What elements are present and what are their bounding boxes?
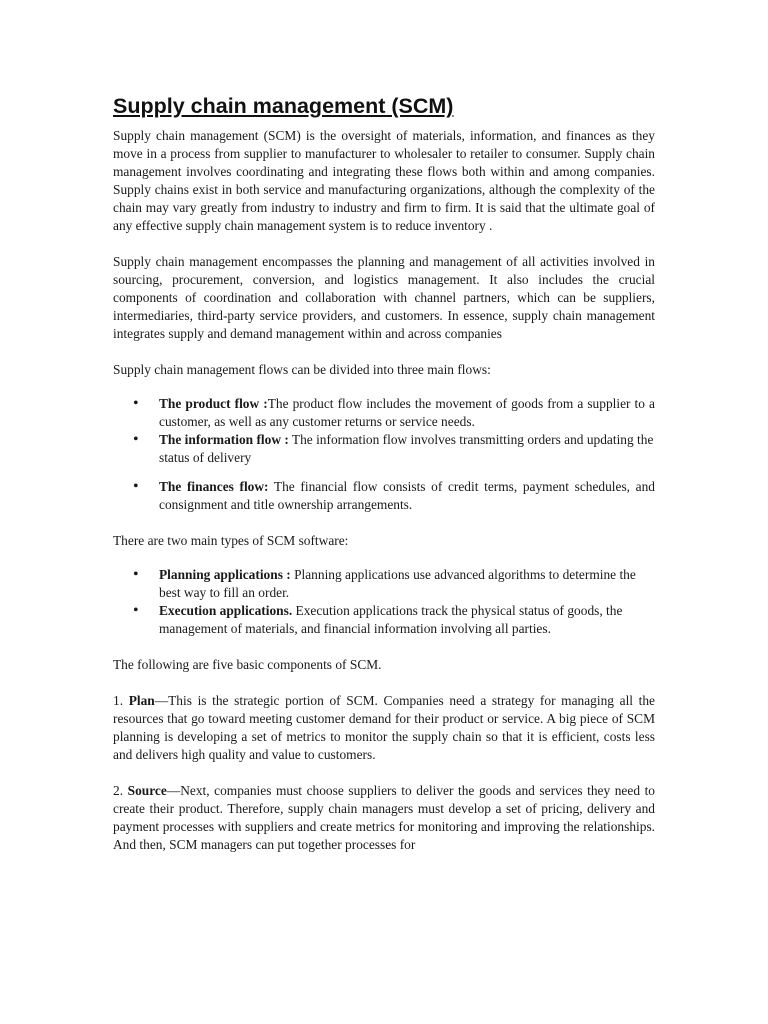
software-intro: There are two main types of SCM software: xyxy=(113,533,349,548)
software-list xyxy=(113,566,655,638)
list-item-text: The information flow involves transmitting orders and updating the status of delivery xyxy=(159,432,654,465)
list-item xyxy=(113,395,655,431)
flows-intro: Supply chain management flows can be divided into three main flows: xyxy=(113,362,491,377)
component-text: —This is the strategic portion of SCM. Companies need a strategy for managing all the resources that go toward meeting customer demand for their product or service. A big piece of SCM planning is developing a set of metrics to monitor the supply chain so that it is efficient, costs less and delivers high quality and value to customers. xyxy=(113,693,656,762)
list-item-text: Planning applications use advanced algorithms to determine the best way to fill an order. xyxy=(159,567,636,600)
component-plan xyxy=(113,692,655,764)
encompasses-paragraph: Supply chain management encompasses the planning and management of all activities involved in sourcing, procurement, conversion, and logistics management. It also includes the crucial components of coordination and collaboration with channel partners, which can be suppliers, intermediaries, third-party service providers, and customers. In essence, supply chain management integrates supply and demand management within and across companies xyxy=(113,254,655,341)
list-item-term: The product flow : xyxy=(159,396,268,411)
component-number: 2. xyxy=(113,783,128,798)
list-item xyxy=(113,602,655,638)
component-term: Source xyxy=(127,783,167,798)
list-item-term: Execution applications. xyxy=(159,603,293,618)
component-source xyxy=(113,782,655,854)
list-item-text: The product flow includes the movement of goods from a supplier to a customer, as well as any customer returns or service needs. xyxy=(159,396,655,429)
flows-list xyxy=(113,395,655,514)
list-item-term: Planning applications : xyxy=(159,567,291,582)
list-item-term: The finances flow: xyxy=(159,479,269,494)
component-term: Plan xyxy=(128,693,155,708)
list-item-term: The information flow : xyxy=(159,432,289,447)
component-text: —Next, companies must choose suppliers to deliver the goods and services they need to create their product. Therefore, supply chain managers must develop a set of pricing, delivery and payment processes with suppliers and create metrics for monitoring and improving the relationships. And then, SCM managers can put together processes for xyxy=(113,783,655,852)
list-item xyxy=(113,431,655,467)
document-title: Supply chain management (SCM) xyxy=(113,94,454,118)
list-item xyxy=(113,478,655,514)
list-item-text: Execution applications track the physical status of goods, the management of materials, and financial information involving all parties. xyxy=(159,603,623,636)
intro-paragraph: Supply chain management (SCM) is the oversight of materials, information, and finances as they move in a process from supplier to manufacturer to wholesaler to retailer to consumer. Supply chain management involves coordinating and integrating these flows both within and among companies. Supply chains exist in both service and manufacturing organizations, although the complexity of the chain may vary greatly from industry to industry and firm to firm. It is said that the ultimate goal of any effective supply chain management system is to reduce inventory . xyxy=(113,128,655,233)
components-intro: The following are five basic components of SCM. xyxy=(113,657,382,672)
document-page xyxy=(113,92,655,854)
list-item xyxy=(113,566,655,602)
component-number: 1. xyxy=(113,693,129,708)
list-item-text: The financial flow consists of credit terms, payment schedules, and consignment and title ownership arrangements. xyxy=(159,479,656,512)
